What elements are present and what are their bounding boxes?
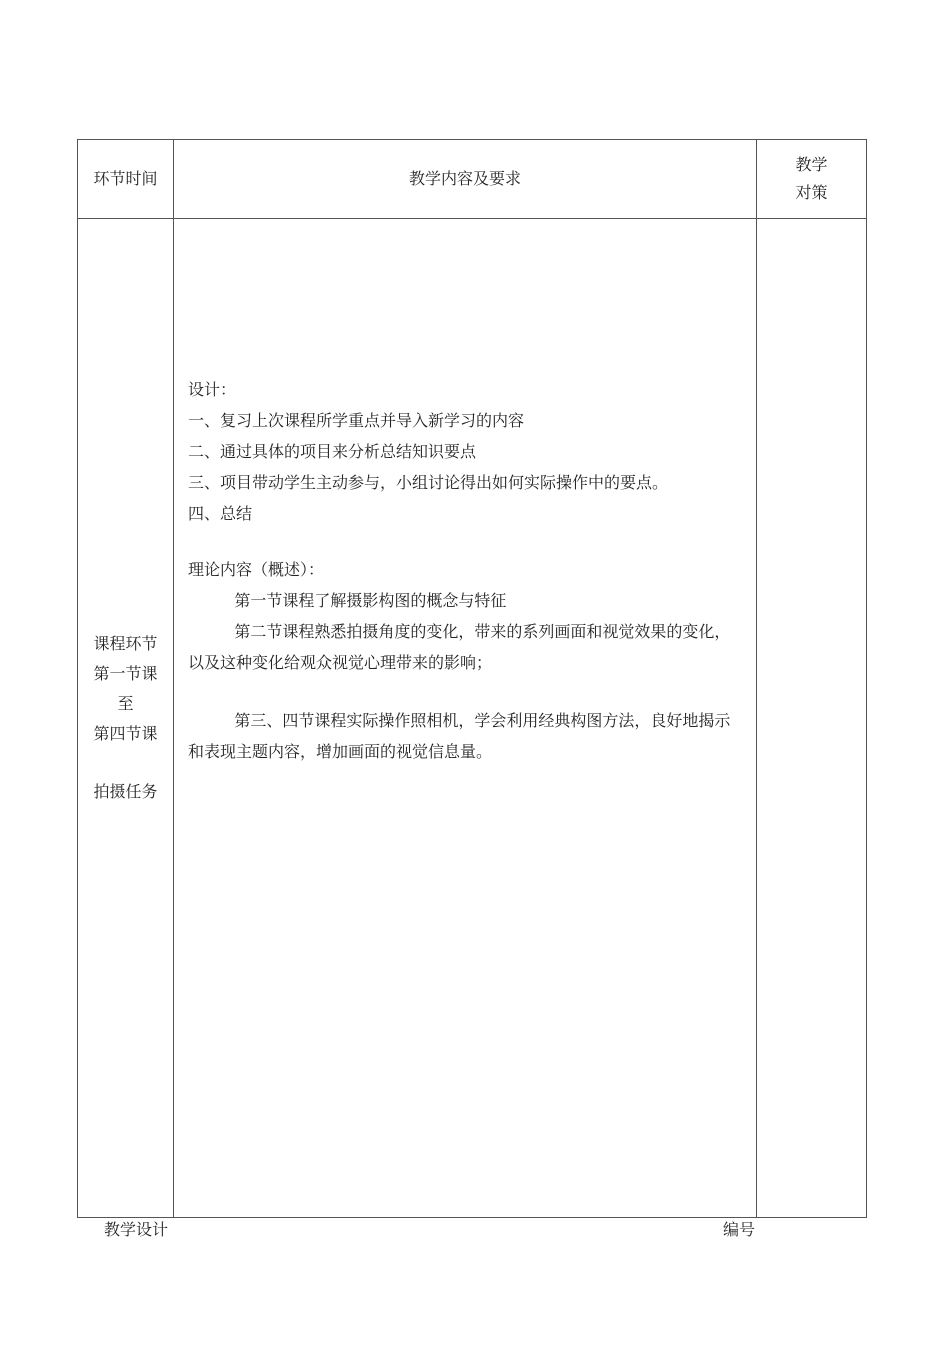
header-strategy-line1: 教学 (795, 155, 828, 174)
section-label-line: 课程环节 (93, 634, 158, 653)
spacer (188, 678, 742, 705)
body-row (78, 219, 867, 1218)
section-label-line: 至 (117, 694, 134, 713)
theory-heading: 理论内容（概述）： (188, 560, 325, 579)
design-step: 四、总结 (188, 504, 253, 523)
design-heading: 设计： (188, 380, 237, 399)
spacer (78, 749, 173, 777)
content-cell (174, 219, 757, 1218)
header-strategy-line2: 对策 (795, 183, 828, 202)
header-strategy (757, 140, 867, 219)
content-body (174, 219, 756, 767)
design-step: 二、通过具体的项目来分析总结知识要点 (188, 442, 477, 461)
header-content: 教学内容及要求 (174, 140, 757, 219)
section-label-line: 第一节课 (93, 664, 158, 683)
spacer (188, 529, 742, 554)
footer-doc-type: 教学设计 (104, 1220, 169, 1239)
theory-item: 第一节课程了解摄影构图的概念与特征 (234, 591, 507, 610)
footer-number-label: 编号 (723, 1220, 756, 1239)
design-step: 三、项目带动学生主动参与，小组讨论得出如何实际操作中的要点。 (188, 473, 669, 492)
design-step: 一、复习上次课程所学重点并导入新学习的内容 (188, 411, 525, 430)
strategy-cell (757, 219, 867, 1218)
section-label-cell (78, 219, 174, 1218)
theory-item: 第二节课程熟悉拍摄角度的变化，带来的系列画面和视觉效果的变化，以及这种变化给观众视觉心理带来的影响； (188, 622, 731, 672)
section-label-line: 拍摄任务 (93, 782, 158, 801)
header-row (78, 140, 867, 219)
header-time: 环节时间 (78, 140, 174, 219)
lesson-plan-table (77, 139, 867, 1218)
theory-item: 第三、四节课程实际操作照相机，学会利用经典构图方法，良好地揭示和表现主题内容，增加画面的视觉信息量。 (188, 711, 731, 761)
section-label-line: 第四节课 (93, 724, 158, 743)
